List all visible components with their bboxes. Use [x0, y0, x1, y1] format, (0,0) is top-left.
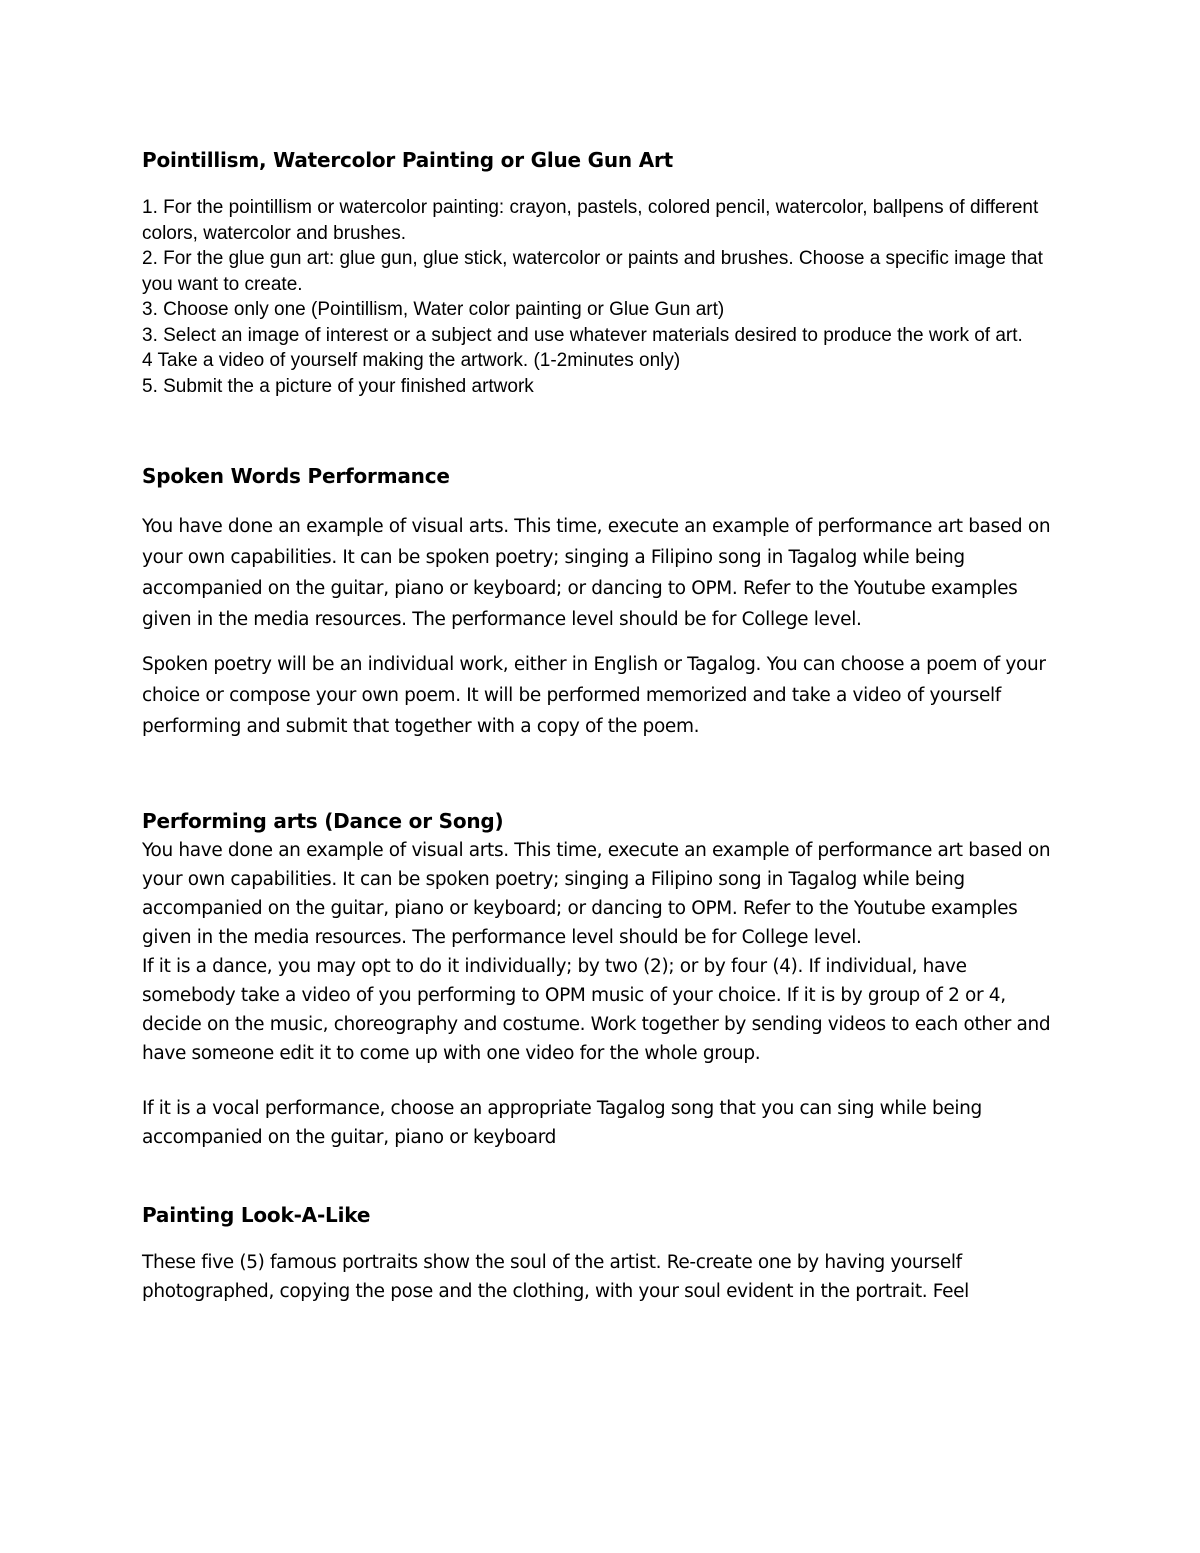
list-item: 3. Choose only one (Pointillism, Water color painting or Glue Gun art)	[142, 299, 725, 320]
document-content	[142, 145, 1062, 1306]
list-item: 5. Submit the a picture of your finished artwork	[142, 375, 534, 397]
list-item: 2. For the glue gun art: glue gun, glue stick, watercolor or paints and brushes. Choose a specific image that you want to create.	[142, 248, 1043, 295]
paragraph: You have done an example of visual arts. This time, execute an example of performance art based on your own capabilities. It can be spoken poetry; singing a Filipino song in Tagalog while being accompanied on the guitar, piano or keyboard; or dancing to OPM. Refer to the Youtube examples given in the media resources. The performance level should be for College level.	[142, 840, 1051, 948]
paragraph: If it is a vocal performance, choose an appropriate Tagalog song that you can sing while being accompanied on the guitar, piano or keyboard	[142, 1098, 982, 1148]
section-heading-performing-arts: Performing arts (Dance or Song)	[142, 809, 504, 833]
materials-list	[142, 195, 1062, 399]
section-heading-painting-look-a-like: Painting Look-A-Like	[142, 1203, 371, 1227]
paragraph: These five (5) famous portraits show the soul of the artist. Re-create one by having yourself photographed, copying the pose and the clothing, with your soul evident in the portrait. Feel	[142, 1252, 969, 1302]
list-item: 1. For the pointillism or watercolor painting: crayon, pastels, colored pencil, watercolor, ballpens of different colors, watercolor and brushes.	[142, 197, 1039, 244]
paragraph: Spoken poetry will be an individual work, either in English or Tagalog. You can choose a poem of your choice or compose your own poem. It will be performed memorized and take a video of yourself performing and submit that together with a copy of the poem.	[142, 654, 1046, 737]
list-item: 3. Select an image of interest or a subject and use whatever materials desired to produce the work of art.	[142, 324, 1023, 346]
section-heading-pointillism: Pointillism, Watercolor Painting or Glue Gun Art	[142, 148, 674, 172]
section-heading-spoken-words: Spoken Words Performance	[142, 464, 450, 488]
paragraph: You have done an example of visual arts. This time, execute an example of performance art based on your own capabilities. It can be spoken poetry; singing a Filipino song in Tagalog while being accompanied on the guitar, piano or keyboard; or dancing to OPM. Refer to the Youtube examples given in the media resources. The performance level should be for College level.	[142, 516, 1051, 630]
paragraph: If it is a dance, you may opt to do it individually; by two (2); or by four (4). If individual, have somebody take a video of you performing to OPM music of your choice. If it is by group of 2 or 4, decide on the music, choreography and costume. Work together by sending videos to each other and have someone edit it to come up with one video for the whole group.	[142, 956, 1051, 1064]
list-item: 4 Take a video of yourself making the artwork. (1-2minutes only)	[142, 350, 681, 371]
